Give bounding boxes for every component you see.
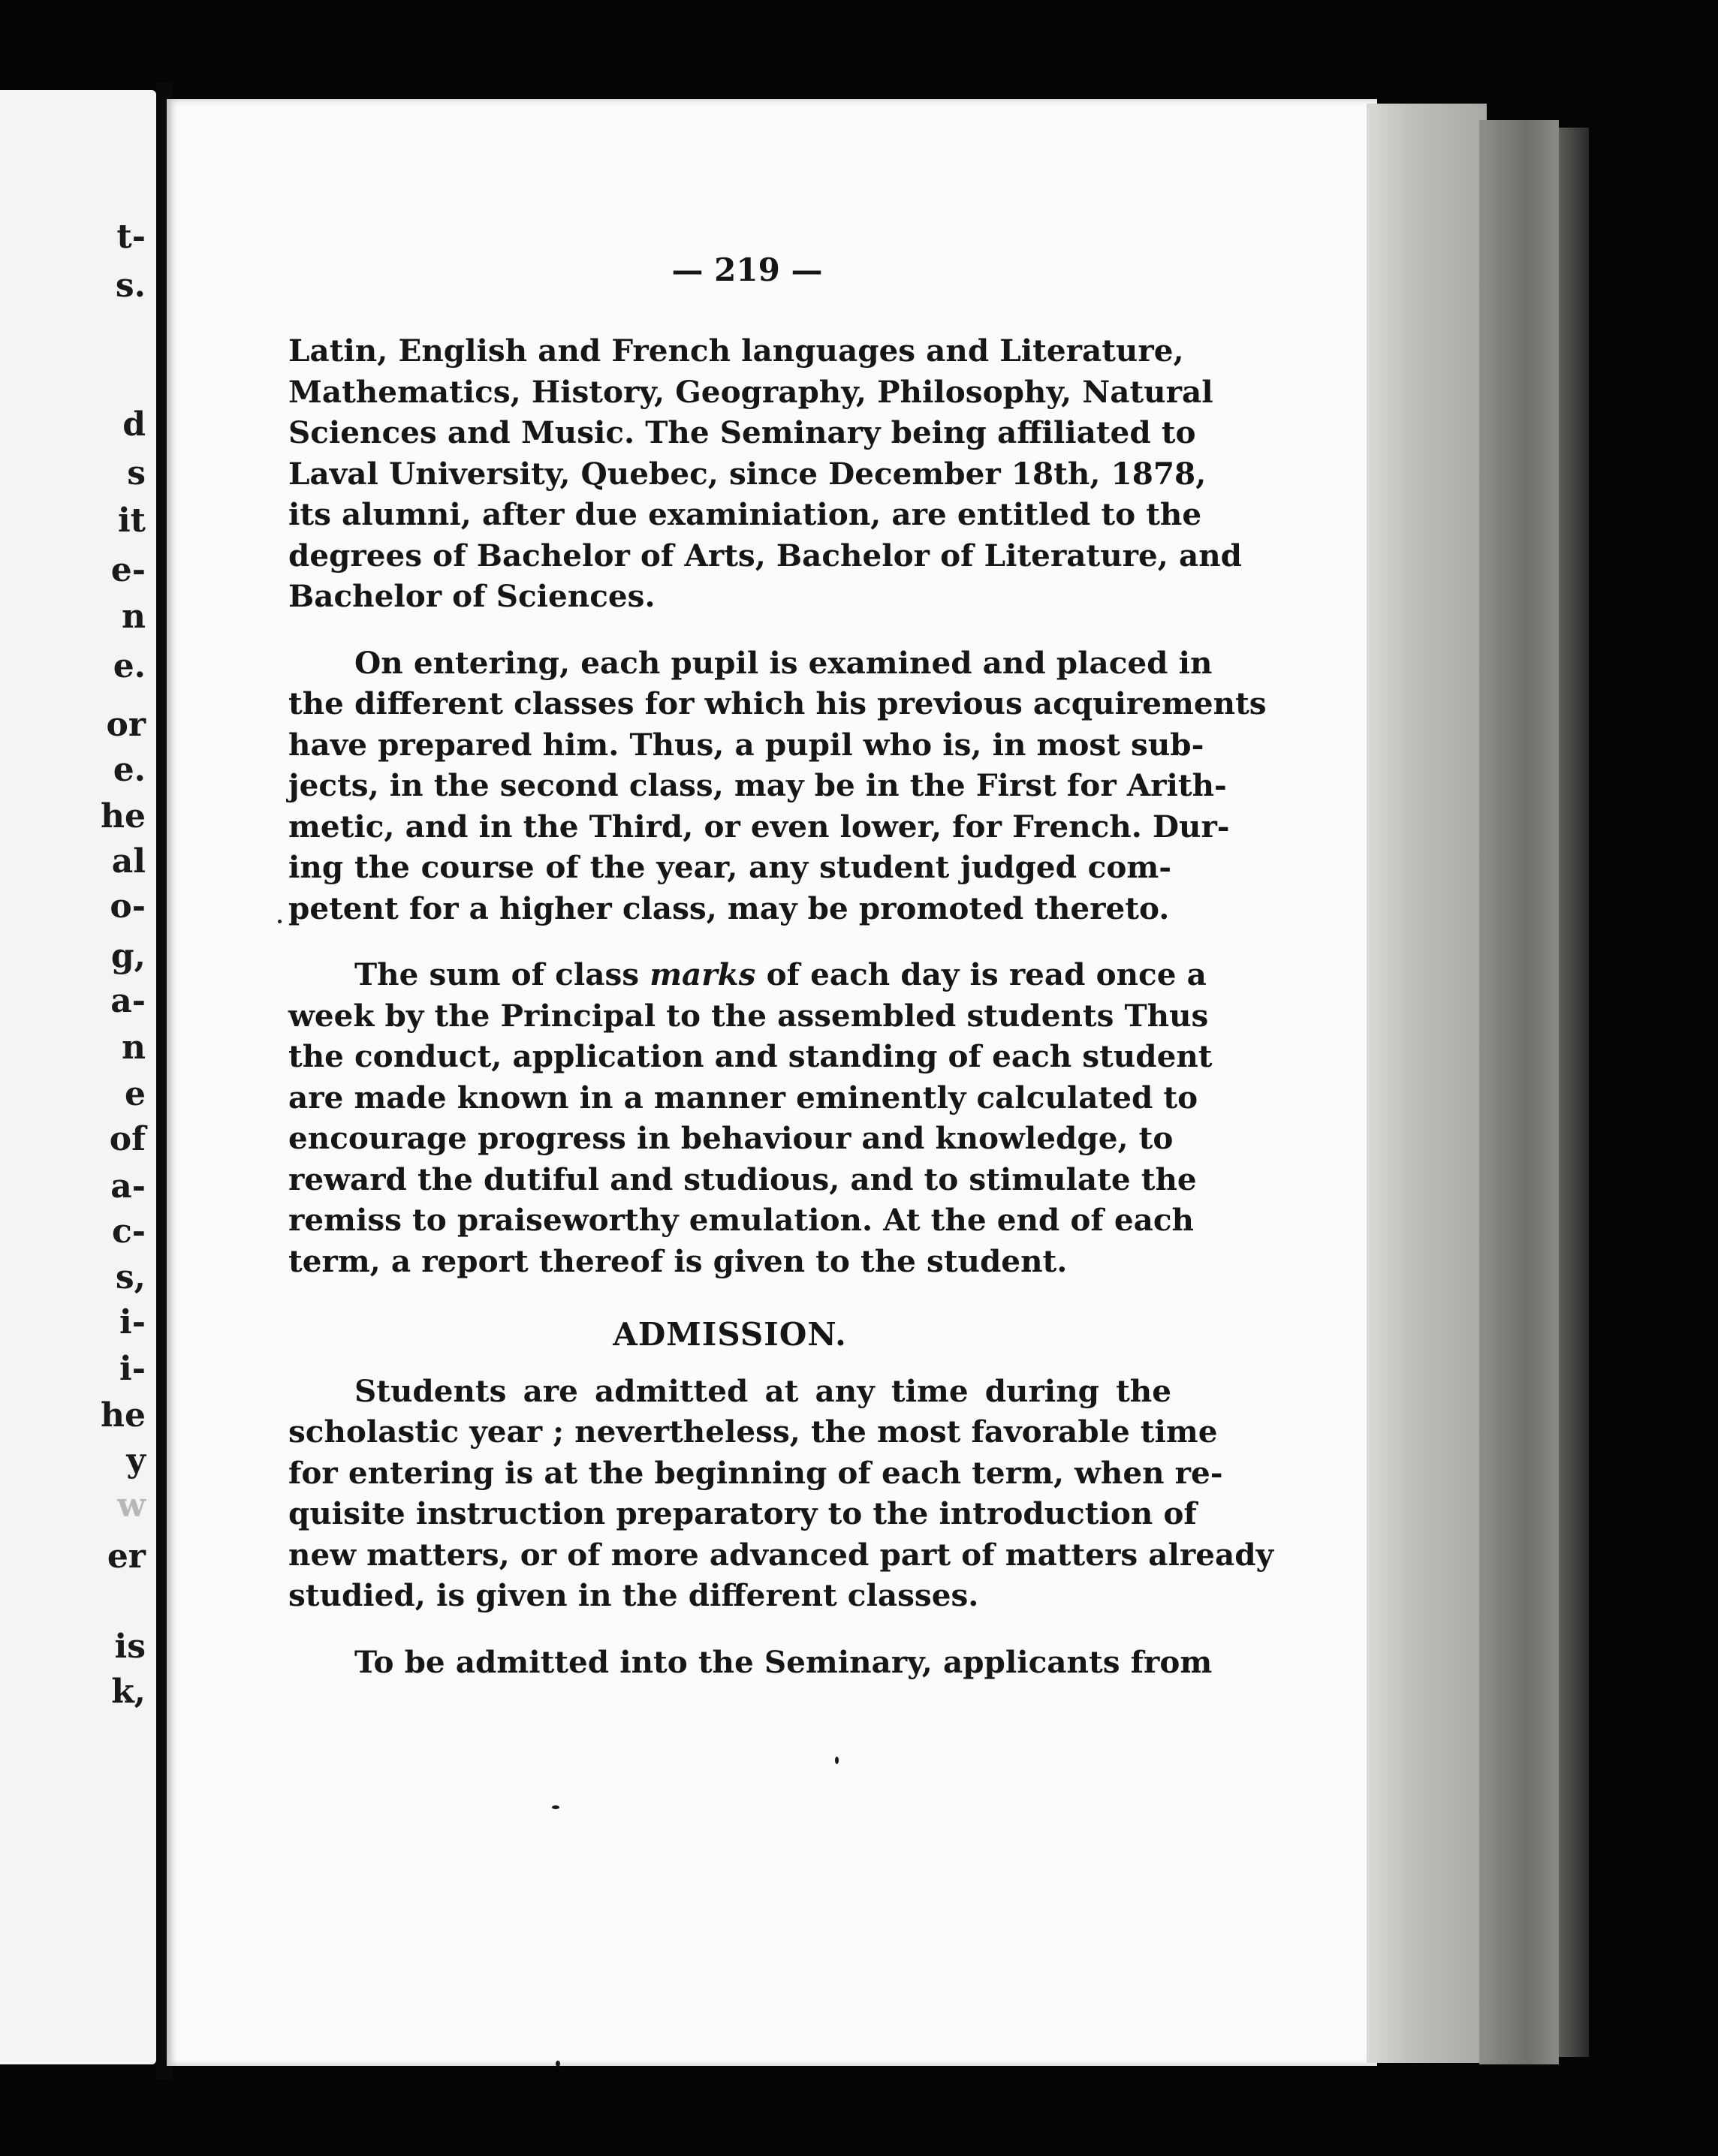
text-line: the conduct, application and standing of each student [288,1038,1213,1074]
facing-page-fragment: e. [113,647,146,685]
text-line: On entering, each pupil is examined and placed in [354,644,1213,681]
text-line: reward the dutiful and studious, and to stimulate the [288,1161,1197,1197]
facing-page-fragment: e [125,1075,146,1113]
facing-page-fragment: or [106,706,146,744]
dust-speck [835,1757,839,1764]
page-edges [1367,104,1487,2063]
emphasized-word: marks [650,956,756,992]
facing-page-fragment: e- [110,551,146,589]
paragraph-2 [288,643,1267,929]
text-line: Sciences and Music. The Seminary being affiliated to [288,414,1196,450]
facing-page-fragment: c- [111,1212,146,1251]
text-line: remiss to praiseworthy emulation. At the end of each [288,1202,1194,1238]
text-line: scholastic year ; nevertheless, the most favorable time [288,1414,1218,1450]
facing-page-fragment: he [101,1396,146,1435]
facing-page-fragment: i- [119,1303,146,1341]
text-line: its alumni, after due examiniation, are entitled to the [288,496,1202,532]
admission-paragraph-2 [288,1642,1213,1683]
facing-page-fragment: y [126,1441,146,1480]
text-line: degrees of Bachelor of Arts, Bachelor of Literature, and [288,537,1242,574]
dust-speck [552,1805,559,1809]
text-line: Laval University, Quebec, since December 18th, 1878, [288,455,1207,492]
text-line: have prepared him. Thus, a pupil who is, in most sub- [288,726,1204,763]
text-line: Mathematics, History, Geography, Philosophy, Natural [288,373,1213,410]
facing-page-fragment: k, [111,1673,146,1711]
text-line [288,954,1207,995]
text-line: To be admitted into the Seminary, applicants from [354,1643,1213,1680]
facing-page-fragment: is [114,1628,146,1666]
facing-page [0,90,156,2064]
facing-page-fragment: er [107,1537,146,1576]
text-line: term, a report thereof is given to the student. [288,1242,1068,1279]
text-line: quisite instruction preparatory to the introduction of [288,1495,1197,1531]
facing-page-fragment: d [122,405,146,444]
facing-page-fragment: o- [110,887,146,926]
facing-page-fragment: he [101,797,146,836]
dust-speck [278,920,282,923]
text-line: metic, and in the Third, or even lower, for French. Dur- [288,808,1230,845]
text-line: the different classes for which his previous acquirements [288,685,1267,721]
admission-paragraph-1 [288,1371,1274,1616]
text-run: The sum of class [354,956,650,992]
text-line: encourage progress in behaviour and knowledge, to [288,1120,1174,1156]
facing-page-fragment: g, [110,937,146,975]
text-line: jects, in the second class, may be in the First for Arith- [288,767,1227,803]
facing-page-fragment: al [111,842,146,881]
text-line: Students are admitted at any time during the [354,1372,1171,1409]
text-line: Bachelor of Sciences. [288,578,656,614]
page-number: — 219 — [671,251,823,288]
facing-page-fragment: e. [113,751,146,789]
text-line: week by the Principal to the assembled students Thus [288,997,1209,1034]
facing-page-fragment: it [117,501,146,540]
section-heading: ADMISSION. [613,1316,847,1353]
facing-page-fragment: n [122,1028,146,1067]
paragraph-1 [288,330,1242,617]
paragraph-3 [288,954,1213,1281]
facing-page-fragment: s [127,454,146,492]
text-line: are made known in a manner eminently calculated to [288,1079,1198,1116]
page-body [288,330,1274,1682]
dust-speck [556,2061,560,2067]
text-line: studied, is given in the different classes. [288,1577,979,1613]
text-line: new matters, or of more advanced part of matters already [288,1536,1274,1573]
page-edges-dark [1479,120,1559,2064]
facing-page-fragment: s. [115,266,146,305]
facing-page-fragment: a- [110,1167,146,1206]
text-line: Latin, English and French languages and Literature, [288,333,1184,369]
text-line: for entering is at the beginning of each term, when re- [288,1454,1223,1491]
text-run: of each day is read once a [755,956,1207,992]
facing-page-fragment: of [109,1120,146,1158]
facing-page-fragment: w [117,1486,146,1525]
facing-page-fragment: s, [115,1258,146,1296]
facing-page-fragment: n [122,598,146,636]
text-line: ing the course of the year, any student judged com- [288,849,1171,885]
book-cover-edge [1559,128,1589,2057]
text-line: petent for a higher class, may be promoted thereto. [288,890,1170,926]
facing-page-fragment: i- [119,1350,146,1388]
facing-page-fragment: a- [110,982,146,1020]
facing-page-fragment: t- [116,218,146,256]
